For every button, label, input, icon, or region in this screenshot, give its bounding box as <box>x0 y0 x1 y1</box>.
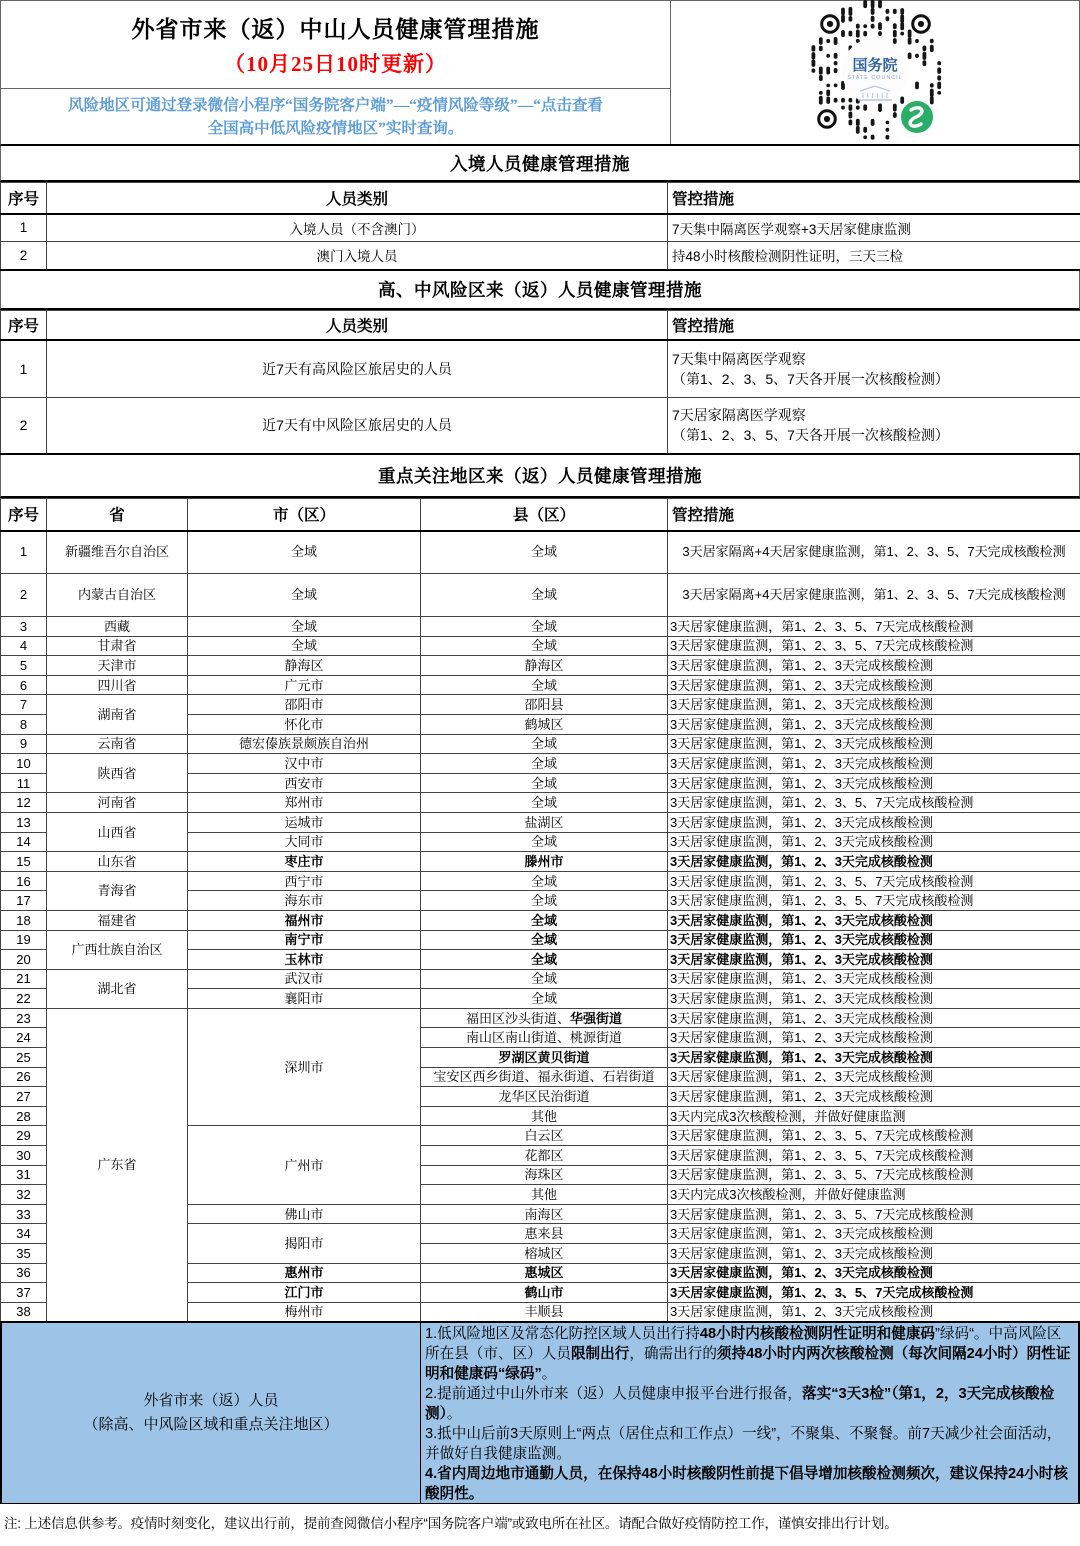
measure-cell: 3天居家健康监测，第1、2、3天完成核酸检测 <box>668 930 1080 950</box>
header-left <box>1 1 671 144</box>
risk-query-notice-line2: 全国高中低风险疫情地区”实时查询。 <box>207 119 464 137</box>
city-cell: 西安市 <box>188 773 421 793</box>
county-cell: 惠城区 <box>421 1263 668 1283</box>
seq-cell: 1 <box>1 340 47 397</box>
table-row <box>1 852 1080 872</box>
seq-cell: 26 <box>1 1067 47 1087</box>
county-cell: 全域 <box>421 636 668 656</box>
city-cell: 枣庄市 <box>188 852 421 872</box>
county-cell: 鹤城区 <box>421 714 668 734</box>
county-cell: 全域 <box>421 891 668 911</box>
update-time: （10月25日10时更新） <box>224 52 447 76</box>
county-cell: 榕城区 <box>421 1244 668 1264</box>
province-cell: 四川省 <box>47 675 188 695</box>
table-row <box>1 969 1080 989</box>
measure-cell: 3天内完成3次核酸检测，并做好健康监测 <box>668 1106 1080 1126</box>
province-cell: 甘肃省 <box>47 636 188 656</box>
page-title: 外省市来（返）中山人员健康管理措施 <box>131 17 540 42</box>
measure-cell: 3天居家健康监测，第1、2、3天完成核酸检测 <box>668 950 1080 970</box>
seq-cell: 12 <box>1 793 47 813</box>
city-cell: 江门市 <box>188 1283 421 1303</box>
city-cell: 大同市 <box>188 832 421 852</box>
seq-cell: 2 <box>1 397 47 454</box>
table-row <box>1 930 1080 950</box>
measure-cell: 3天居家隔离+4天居家健康监测，第1、2、3、5、7天完成核酸检测 <box>668 574 1080 617</box>
county-cell: 邵阳县 <box>421 695 668 715</box>
header-measure: 管控措施 <box>668 310 1080 340</box>
measure-cell: 3天内完成3次核酸检测，并做好健康监测 <box>668 1185 1080 1205</box>
seq-cell: 34 <box>1 1224 47 1244</box>
city-cell: 运城市 <box>188 812 421 832</box>
seq-cell: 28 <box>1 1106 47 1126</box>
city-cell: 静海区 <box>188 656 421 676</box>
seq-cell: 6 <box>1 675 47 695</box>
seq-cell: 29 <box>1 1126 47 1146</box>
wechat-miniprogram-qr-code-icon <box>791 0 959 148</box>
county-cell: 花都区 <box>421 1146 668 1166</box>
county-cell: 其他 <box>421 1106 668 1126</box>
seq-cell: 32 <box>1 1185 47 1205</box>
county-cell: 全域 <box>421 832 668 852</box>
seq-cell: 17 <box>1 891 47 911</box>
svg-text:STATE COUNCIL: STATE COUNCIL <box>847 74 903 81</box>
note-text-segment: 须持48小时内两次核酸检测（每次间隔24小时）阴性证明和健康码“绿码” <box>425 1345 1071 1382</box>
other-provinces-label <box>2 1323 421 1503</box>
table-row <box>1 656 1080 676</box>
category-cell: 近7天有高风险区旅居史的人员 <box>47 340 668 397</box>
focus-areas-table <box>0 498 1080 1323</box>
header-category: 人员类别 <box>47 183 668 214</box>
note-text-segment: 3.抵中山后前3天原则上“两点（居住点和工作点）一线”，不聚集、不聚餐。前7天减少社会面活动，并做好自我健康监测。 <box>425 1425 1062 1462</box>
category-cell: 近7天有中风险区旅居史的人员 <box>47 397 668 454</box>
seq-cell: 15 <box>1 852 47 872</box>
other-provinces-notes <box>421 1323 1078 1503</box>
other-provinces-section <box>0 1323 1080 1504</box>
note-paragraph <box>425 1464 1073 1504</box>
svg-text:国务院: 国务院 <box>852 56 898 74</box>
section-title-focus: 重点关注地区来（返）人员健康管理措施 <box>0 455 1080 498</box>
seq-cell: 11 <box>1 773 47 793</box>
table-row <box>1 574 1080 617</box>
county-cell: 全域 <box>421 910 668 930</box>
province-cell: 河南省 <box>47 793 188 813</box>
header-seq: 序号 <box>1 183 47 214</box>
seq-cell: 30 <box>1 1146 47 1166</box>
seq-cell: 20 <box>1 950 47 970</box>
county-cell: 其他 <box>421 1185 668 1205</box>
seq-cell: 2 <box>1 574 47 617</box>
province-cell: 湖北省 <box>47 969 188 1008</box>
county-cell: 惠来县 <box>421 1224 668 1244</box>
high-medium-risk-table <box>0 310 1080 456</box>
province-cell: 湖南省 <box>47 695 188 734</box>
county-cell: 福田区沙头街道、华强街道 <box>421 1008 668 1028</box>
seq-cell: 16 <box>1 871 47 891</box>
note-text-segment: 落实“3天3检”（第1，2，3天完成核酸检测） <box>425 1385 1055 1422</box>
province-cell: 青海省 <box>47 871 188 910</box>
province-cell: 山东省 <box>47 852 188 872</box>
city-cell: 武汉市 <box>188 969 421 989</box>
city-cell: 全域 <box>188 636 421 656</box>
measure-cell: 3天居家健康监测，第1、2、3天完成核酸检测 <box>668 852 1080 872</box>
note-text-segment: 1.低风险地区及常态化防控区域人员出行持 <box>425 1325 700 1342</box>
city-cell: 揭阳市 <box>188 1224 421 1263</box>
county-cell: 全域 <box>421 773 668 793</box>
seq-cell: 35 <box>1 1244 47 1264</box>
seq-cell: 14 <box>1 832 47 852</box>
county-cell: 全域 <box>421 793 668 813</box>
seq-cell: 1 <box>1 531 47 574</box>
note-text-segment: 限制出行 <box>570 1345 630 1362</box>
note-text-segment: 48小时内核酸检测阴性证明和健康码 <box>699 1325 936 1342</box>
province-cell: 内蒙古自治区 <box>47 574 188 617</box>
county-cell: 鹤山市 <box>421 1283 668 1303</box>
province-cell: 福建省 <box>47 910 188 930</box>
measure-cell: 3天居家健康监测，第1、2、3天完成核酸检测 <box>668 695 1080 715</box>
county-cell: 全域 <box>421 871 668 891</box>
table-row <box>1 340 1080 397</box>
city-cell: 佛山市 <box>188 1204 421 1224</box>
city-cell: 惠州市 <box>188 1263 421 1283</box>
seq-cell: 24 <box>1 1028 47 1048</box>
measure-cell: 3天居家健康监测，第1、2、3、5、7天完成核酸检测 <box>668 636 1080 656</box>
county-cell: 海珠区 <box>421 1165 668 1185</box>
seq-cell: 38 <box>1 1302 47 1322</box>
header-category: 人员类别 <box>47 310 668 340</box>
measure-cell: 3天居家健康监测，第1、2、3天完成核酸检测 <box>668 1302 1080 1322</box>
measure-cell: 3天居家健康监测，第1、2、3天完成核酸检测 <box>668 1087 1080 1107</box>
county-cell: 南海区 <box>421 1204 668 1224</box>
seq-cell: 5 <box>1 656 47 676</box>
measure-cell: 3天居家健康监测，第1、2、3天完成核酸检测 <box>668 832 1080 852</box>
measure-cell: 7天集中隔离医学观察 （第1、2、3、5、7天各开展一次核酸检测） <box>668 340 1080 397</box>
county-cell: 全域 <box>421 531 668 574</box>
seq-cell: 1 <box>1 214 47 242</box>
measure-cell: 3天居家健康监测，第1、2、3、5、7天完成核酸检测 <box>668 1165 1080 1185</box>
footer-note: 注: 上述信息供参考。疫情时刻变化，建议出行前，提前查阅微信小程序“国务院客户端”或致电所在社区。请配合做好疫情防控工作，谨慎安排出行计划。 <box>4 1515 898 1531</box>
category-cell: 入境人员（不含澳门） <box>47 214 668 242</box>
seq-cell: 19 <box>1 930 47 950</box>
entry-persons-table <box>0 182 1080 271</box>
measure-cell: 3天居家健康监测，第1、2、3天完成核酸检测 <box>668 1067 1080 1087</box>
note-text-segment: 2.提前通过中山外市来（返）人员健康申报平台进行报备， <box>425 1385 803 1402</box>
measure-cell: 3天居家健康监测，第1、2、3天完成核酸检测 <box>668 1224 1080 1244</box>
seq-cell: 27 <box>1 1087 47 1107</box>
measure-cell: 7天集中隔离医学观察+3天居家健康监测 <box>668 214 1080 242</box>
county-cell: 滕州市 <box>421 852 668 872</box>
other-provinces-label-line2: （除高、中风险区域和重点关注地区） <box>83 1415 339 1433</box>
city-cell: 西宁市 <box>188 871 421 891</box>
note-text-segment: ”绿码“。中高风险区所在县（市、区）人员 <box>425 1325 1062 1362</box>
seq-cell: 23 <box>1 1008 47 1028</box>
header-measure: 管控措施 <box>668 499 1080 531</box>
measure-cell: 持48小时核酸检测阴性证明，三天三检 <box>668 242 1080 270</box>
city-cell: 邵阳市 <box>188 695 421 715</box>
province-cell: 广西壮族自治区 <box>47 930 188 969</box>
measure-cell: 3天居家健康监测，第1、2、3天完成核酸检测 <box>668 1008 1080 1028</box>
city-cell: 南宁市 <box>188 930 421 950</box>
measure-cell: 3天居家健康监测，第1、2、3天完成核酸检测 <box>668 734 1080 754</box>
measure-cell: 3天居家健康监测，第1、2、3、5、7天完成核酸检测 <box>668 891 1080 911</box>
seq-cell: 3 <box>1 617 47 637</box>
city-cell: 海东市 <box>188 891 421 911</box>
seq-cell: 36 <box>1 1263 47 1283</box>
county-cell: 全域 <box>421 734 668 754</box>
county-cell: 全域 <box>421 574 668 617</box>
header-seq: 序号 <box>1 310 47 340</box>
county-cell: 全域 <box>421 617 668 637</box>
table-row <box>1 636 1080 656</box>
city-cell: 福州市 <box>188 910 421 930</box>
city-cell: 深圳市 <box>188 1008 421 1126</box>
measure-cell: 3天居家健康监测，第1、2、3天完成核酸检测 <box>668 714 1080 734</box>
table-row <box>1 214 1080 242</box>
note-text-segment: 。 <box>446 1405 462 1422</box>
table-row <box>1 734 1080 754</box>
table-row <box>1 1008 1080 1028</box>
table-header-row <box>1 183 1080 214</box>
seq-cell: 2 <box>1 242 47 270</box>
measure-cell: 3天居家健康监测，第1、2、3、5、7天完成核酸检测 <box>668 1204 1080 1224</box>
province-cell: 新疆维吾尔自治区 <box>47 531 188 574</box>
city-cell: 全域 <box>188 574 421 617</box>
seq-cell: 21 <box>1 969 47 989</box>
header-city: 市（区） <box>188 499 421 531</box>
measure-cell: 3天居家健康监测，第1、2、3、5、7天完成核酸检测 <box>668 1126 1080 1146</box>
measure-cell: 3天居家健康监测，第1、2、3天完成核酸检测 <box>668 989 1080 1009</box>
seq-cell: 33 <box>1 1204 47 1224</box>
county-cell: 南山区南山街道、桃源街道 <box>421 1028 668 1048</box>
measure-cell: 3天居家健康监测，第1、2、3天完成核酸检测 <box>668 754 1080 774</box>
measure-cell: 3天居家健康监测，第1、2、3天完成核酸检测 <box>668 1244 1080 1264</box>
table-row <box>1 812 1080 832</box>
header-seq: 序号 <box>1 499 47 531</box>
table-row <box>1 531 1080 574</box>
province-cell: 天津市 <box>47 656 188 676</box>
measure-cell: 3天居家健康监测，第1、2、3天完成核酸检测 <box>668 969 1080 989</box>
table-header-row <box>1 499 1080 531</box>
seq-cell: 8 <box>1 714 47 734</box>
table-row <box>1 675 1080 695</box>
measure-cell: 3天居家健康监测，第1、2、3天完成核酸检测 <box>668 675 1080 695</box>
note-paragraph <box>425 1384 1073 1424</box>
other-provinces-label-line1: 外省市来（返）人员 <box>143 1391 279 1409</box>
measure-cell: 3天居家健康监测，第1、2、3天完成核酸检测 <box>668 910 1080 930</box>
measure-cell: 3天居家健康监测，第1、2、3天完成核酸检测 <box>668 812 1080 832</box>
county-cell: 盐湖区 <box>421 812 668 832</box>
table-row <box>1 754 1080 774</box>
seq-cell: 37 <box>1 1283 47 1303</box>
measure-cell: 3天居家健康监测，第1、2、3天完成核酸检测 <box>668 1263 1080 1283</box>
county-cell: 龙华区民治街道 <box>421 1087 668 1107</box>
city-cell: 郑州市 <box>188 793 421 813</box>
title-block <box>1 1 670 89</box>
seq-cell: 10 <box>1 754 47 774</box>
city-cell: 德宏傣族景颇族自治州 <box>188 734 421 754</box>
city-cell: 全域 <box>188 617 421 637</box>
city-cell: 梅州市 <box>188 1302 421 1322</box>
section-title-risk: 高、中风险区来（返）人员健康管理措施 <box>0 271 1080 310</box>
table-row <box>1 695 1080 715</box>
city-cell: 全域 <box>188 531 421 574</box>
measure-cell: 3天居家健康监测，第1、2、3天完成核酸检测 <box>668 1048 1080 1068</box>
county-cell: 全域 <box>421 675 668 695</box>
seq-cell: 4 <box>1 636 47 656</box>
county-cell: 丰顺县 <box>421 1302 668 1322</box>
note-text-segment: 。 <box>541 1365 557 1382</box>
header-measure: 管控措施 <box>668 183 1080 214</box>
measure-cell: 3天居家隔离+4天居家健康监测，第1、2、3、5、7天完成核酸检测 <box>668 531 1080 574</box>
seq-cell: 9 <box>1 734 47 754</box>
seq-cell: 13 <box>1 812 47 832</box>
province-cell: 陕西省 <box>47 754 188 793</box>
table-row <box>1 242 1080 270</box>
city-cell: 广州市 <box>188 1126 421 1204</box>
city-cell: 广元市 <box>188 675 421 695</box>
table-header-row <box>1 310 1080 340</box>
note-text-segment: 4.省内周边地市通勤人员，在保持48小时核酸阴性前提下倡导增加核酸检测频次，建议保持24小时核酸阴性。 <box>425 1465 1068 1502</box>
table-row <box>1 910 1080 930</box>
risk-query-notice-line1: 风险地区可通过登录微信小程序“国务院客户端”—“疫情风险等级”—“点击查看 <box>68 96 603 114</box>
province-cell: 云南省 <box>47 734 188 754</box>
seq-cell: 25 <box>1 1048 47 1068</box>
county-cell: 全域 <box>421 754 668 774</box>
county-cell: 全域 <box>421 989 668 1009</box>
note-paragraph <box>425 1424 1073 1464</box>
note-text-segment: ，确需出行的 <box>629 1345 717 1362</box>
measure-cell: 3天居家健康监测，第1、2、3天完成核酸检测 <box>668 773 1080 793</box>
table-row <box>1 871 1080 891</box>
county-cell: 白云区 <box>421 1126 668 1146</box>
city-cell: 襄阳市 <box>188 989 421 1009</box>
measure-cell: 3天居家健康监测，第1、2、3、5、7天完成核酸检测 <box>668 1146 1080 1166</box>
measure-cell: 3天居家健康监测，第1、2、3、5、7天完成核酸检测 <box>668 1283 1080 1303</box>
county-cell: 静海区 <box>421 656 668 676</box>
note-paragraph <box>425 1324 1073 1384</box>
county-cell: 全域 <box>421 950 668 970</box>
header-province: 省 <box>47 499 188 531</box>
city-cell: 玉林市 <box>188 950 421 970</box>
seq-cell: 31 <box>1 1165 47 1185</box>
county-cell: 宝安区西乡街道、福永街道、石岩街道 <box>421 1067 668 1087</box>
document-header <box>0 0 1080 146</box>
risk-query-notice <box>1 89 670 144</box>
table-row <box>1 793 1080 813</box>
section-title-entry: 入境人员健康管理措施 <box>0 146 1080 182</box>
city-cell: 汉中市 <box>188 754 421 774</box>
measure-cell: 7天居家隔离医学观察 （第1、2、3、5、7天各开展一次核酸检测） <box>668 397 1080 454</box>
seq-cell: 22 <box>1 989 47 1009</box>
qr-cell <box>671 1 1079 144</box>
county-cell: 全域 <box>421 969 668 989</box>
measure-cell: 3天居家健康监测，第1、2、3天完成核酸检测 <box>668 1028 1080 1048</box>
measure-cell: 3天居家健康监测，第1、2、3、5、7天完成核酸检测 <box>668 617 1080 637</box>
county-cell: 罗湖区黄贝街道 <box>421 1048 668 1068</box>
city-cell: 怀化市 <box>188 714 421 734</box>
province-cell: 山西省 <box>47 812 188 851</box>
province-cell: 西藏 <box>47 617 188 637</box>
table-row <box>1 617 1080 637</box>
measure-cell: 3天居家健康监测，第1、2、3、5、7天完成核酸检测 <box>668 871 1080 891</box>
province-cell: 广东省 <box>47 1008 188 1322</box>
seq-cell: 7 <box>1 695 47 715</box>
measure-cell: 3天居家健康监测，第1、2、3天完成核酸检测 <box>668 656 1080 676</box>
seq-cell: 18 <box>1 910 47 930</box>
category-cell: 澳门入境人员 <box>47 242 668 270</box>
table-row <box>1 397 1080 454</box>
measure-cell: 3天居家健康监测，第1、2、3、5、7天完成核酸检测 <box>668 793 1080 813</box>
county-cell: 全域 <box>421 930 668 950</box>
header-county: 县（区） <box>421 499 668 531</box>
